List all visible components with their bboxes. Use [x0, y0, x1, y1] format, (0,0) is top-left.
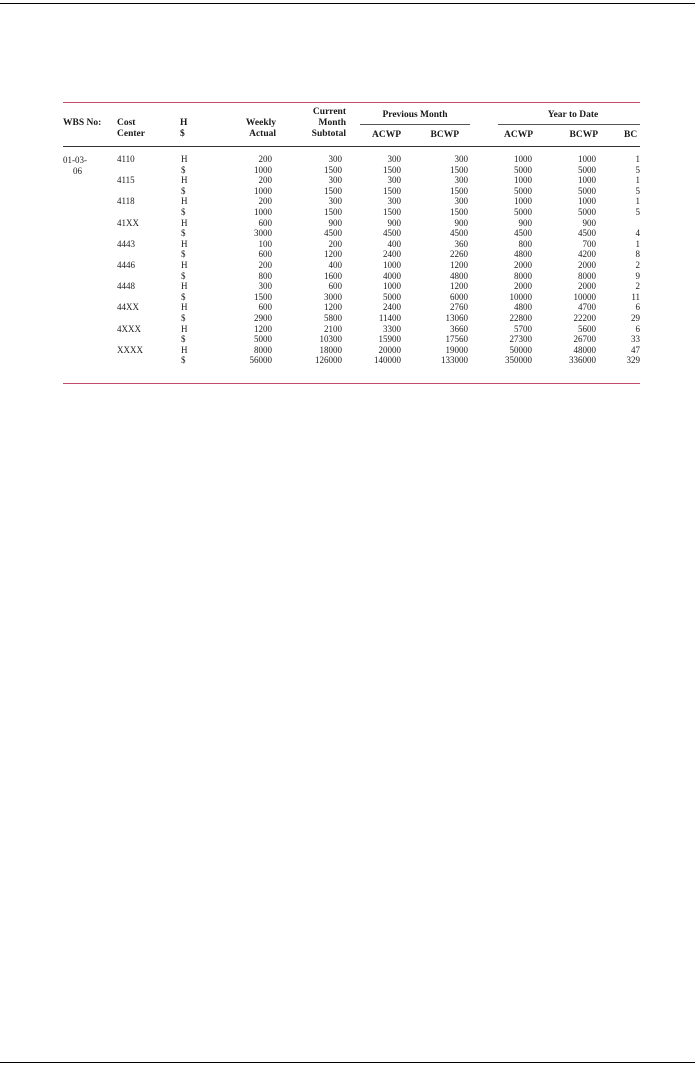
- prev-bcwp-cell: 2760: [450, 302, 468, 313]
- header-prev-bcwp: BCWP: [430, 130, 459, 140]
- prev-acwp-cell: 4000: [383, 270, 401, 281]
- prev-acwp-cell: 2400: [383, 249, 401, 260]
- hs-cell: $: [181, 228, 186, 239]
- weekly-actual-cell: 600: [258, 217, 272, 228]
- header-ytd-bcwp: BCWP: [569, 130, 598, 140]
- ytd-bcwp-cell: 48000: [573, 344, 596, 355]
- hs-cell: $: [181, 249, 186, 260]
- weekly-actual-cell: 1200: [254, 323, 272, 334]
- hs-cell: $: [181, 313, 186, 323]
- ytd-bcwp-cell: 1000: [578, 196, 596, 207]
- weekly-actual-cell: 600: [258, 302, 272, 313]
- ytd-bc-cell: 5: [635, 207, 640, 217]
- current-month-cell: 1600: [324, 270, 342, 281]
- prev-acwp-cell: 140000: [374, 355, 401, 366]
- prev-acwp-cell: 300: [387, 154, 401, 164]
- weekly-actual-cell: 200: [258, 154, 272, 164]
- ytd-bcwp-cell: 1000: [578, 154, 596, 164]
- prev-acwp-cell: 2400: [383, 302, 401, 313]
- ytd-acwp-cell: 8000: [514, 270, 532, 281]
- ytd-bcwp-cell: 4200: [578, 249, 596, 260]
- ytd-acwp-cell: 1000: [514, 154, 532, 164]
- ytd-acwp-cell: 1000: [514, 196, 532, 207]
- header-h-dollar: H $: [180, 118, 188, 139]
- current-month-cell: 4500: [324, 228, 342, 239]
- weekly-actual-cell: 1500: [254, 291, 272, 302]
- ytd-acwp-cell: 4800: [514, 302, 532, 313]
- hs-cell: $: [181, 334, 186, 345]
- prev-acwp-cell: 15900: [378, 334, 401, 345]
- current-month-cell: 1500: [324, 164, 342, 175]
- header-prev-acwp: ACWP: [371, 130, 401, 140]
- current-month-cell: 300: [328, 196, 342, 207]
- ytd-bcwp-cell: 5000: [578, 164, 596, 175]
- ytd-acwp-cell: 5000: [514, 207, 532, 217]
- ytd-bc-cell: 6: [635, 302, 640, 313]
- prev-acwp-cell: 1500: [383, 207, 401, 217]
- prev-bcwp-cell: 300: [454, 175, 468, 186]
- ytd-bcwp-cell: 336000: [569, 355, 596, 366]
- hs-cell: H: [181, 196, 188, 207]
- ytd-bcwp-cell: 26700: [573, 334, 596, 345]
- prev-bcwp-cell: 1500: [450, 185, 468, 196]
- table-bottom-rule: [63, 383, 640, 384]
- ytd-bcwp-cell: 4700: [578, 302, 596, 313]
- ytd-bc-cell: 1: [635, 154, 640, 164]
- prev-bcwp-cell: 3660: [450, 323, 468, 334]
- ytd-acwp-cell: 5000: [514, 185, 532, 196]
- hs-cell: $: [181, 164, 186, 175]
- current-month-cell: 1500: [324, 207, 342, 217]
- ytd-bc-cell: 1: [635, 238, 640, 249]
- ytd-bc-cell: 6: [635, 323, 640, 334]
- prev-bcwp-cell: 360: [454, 238, 468, 249]
- cost-center-cell: 4443: [117, 238, 135, 249]
- previous-month-underline: [360, 124, 470, 125]
- hs-cell: H: [181, 344, 188, 355]
- ytd-acwp-cell: 2000: [514, 260, 532, 270]
- weekly-actual-cell: 200: [258, 196, 272, 207]
- ytd-acwp-cell: 2000: [514, 281, 532, 292]
- cost-center-cell: 4XXX: [117, 323, 141, 334]
- current-month-cell: 2100: [324, 323, 342, 334]
- ytd-bcwp-cell: 5600: [578, 323, 596, 334]
- hs-cell: $: [181, 355, 186, 366]
- current-month-cell: 1500: [324, 185, 342, 196]
- current-month-cell: 3000: [324, 291, 342, 302]
- hs-cell: H: [181, 217, 188, 228]
- ytd-bcwp-cell: 5000: [578, 207, 596, 217]
- current-month-cell: 900: [328, 217, 342, 228]
- prev-bcwp-cell: 4500: [450, 228, 468, 239]
- header-weekly-actual: Weekly Actual: [245, 118, 276, 139]
- prev-acwp-cell: 300: [387, 175, 401, 186]
- ytd-acwp-cell: 22800: [509, 313, 532, 323]
- prev-acwp-cell: 900: [387, 217, 401, 228]
- ytd-bc-cell: 5: [635, 164, 640, 175]
- current-month-cell: 1200: [324, 302, 342, 313]
- prev-bcwp-cell: 900: [454, 217, 468, 228]
- header-ytd-acwp: ACWP: [503, 130, 533, 140]
- ytd-bcwp-cell: 2000: [578, 281, 596, 292]
- hs-cell: $: [181, 207, 186, 217]
- ytd-bc-cell: 4: [635, 228, 640, 239]
- ytd-bc-cell: 47: [631, 344, 640, 355]
- cost-center-cell: 44XX: [117, 302, 139, 313]
- prev-bcwp-cell: 6000: [450, 291, 468, 302]
- header-cost-center: Cost Center: [117, 118, 145, 139]
- ytd-bc-cell: 2: [635, 281, 640, 292]
- ytd-acwp-cell: 4500: [514, 228, 532, 239]
- year-to-date-underline: [498, 124, 640, 125]
- ytd-bcwp-cell: 8000: [578, 270, 596, 281]
- weekly-actual-cell: 600: [258, 249, 272, 260]
- ytd-acwp-cell: 4800: [514, 249, 532, 260]
- cost-center-cell: XXXX: [117, 344, 143, 355]
- ytd-bc-cell: 1: [635, 175, 640, 186]
- current-month-cell: 18000: [319, 344, 342, 355]
- prev-acwp-cell: 11400: [378, 313, 401, 323]
- prev-bcwp-cell: 1200: [450, 260, 468, 270]
- ytd-bc-cell: 33: [631, 334, 640, 345]
- prev-bcwp-cell: 2260: [450, 249, 468, 260]
- page-bottom-rule: [0, 1062, 695, 1063]
- prev-acwp-cell: 5000: [383, 291, 401, 302]
- weekly-actual-cell: 1000: [254, 207, 272, 217]
- hs-cell: H: [181, 323, 188, 334]
- prev-acwp-cell: 3300: [383, 323, 401, 334]
- weekly-actual-cell: 1000: [254, 164, 272, 175]
- weekly-actual-cell: 200: [258, 260, 272, 270]
- table-top-rule: [63, 102, 640, 103]
- ytd-acwp-cell: 50000: [509, 344, 532, 355]
- current-month-cell: 1200: [324, 249, 342, 260]
- ytd-bcwp-cell: 4500: [578, 228, 596, 239]
- hs-cell: H: [181, 154, 188, 164]
- page-top-rule: [0, 3, 695, 4]
- weekly-actual-cell: 56000: [249, 355, 272, 366]
- current-month-cell: 126000: [315, 355, 342, 366]
- ytd-acwp-cell: 5700: [514, 323, 532, 334]
- ytd-bcwp-cell: 1000: [578, 175, 596, 186]
- header-ytd-bc-partial: BC: [624, 130, 638, 140]
- ytd-acwp-cell: 350000: [505, 355, 532, 366]
- weekly-actual-cell: 100: [258, 238, 272, 249]
- weekly-actual-cell: 800: [258, 270, 272, 281]
- ytd-bcwp-cell: 10000: [573, 291, 596, 302]
- ytd-acwp-cell: 800: [518, 238, 532, 249]
- current-month-cell: 5800: [324, 313, 342, 323]
- weekly-actual-cell: 2900: [254, 313, 272, 323]
- prev-bcwp-cell: 300: [454, 154, 468, 164]
- ytd-bcwp-cell: 900: [582, 217, 596, 228]
- ytd-bc-cell: 8: [635, 249, 640, 260]
- hs-cell: $: [181, 270, 186, 281]
- prev-acwp-cell: 300: [387, 196, 401, 207]
- hs-cell: H: [181, 260, 188, 270]
- ytd-bc-cell: 5: [635, 185, 640, 196]
- header-wbs-no: WBS No:: [63, 118, 102, 128]
- header-year-to-date: Year to Date: [547, 110, 599, 120]
- current-month-cell: 300: [328, 154, 342, 164]
- cost-center-cell: 4115: [117, 175, 135, 186]
- ytd-bcwp-cell: 22200: [573, 313, 596, 323]
- cost-center-cell: 4110: [117, 154, 135, 164]
- prev-acwp-cell: 1000: [383, 281, 401, 292]
- prev-bcwp-cell: 1500: [450, 207, 468, 217]
- ytd-acwp-cell: 5000: [514, 164, 532, 175]
- ytd-bcwp-cell: 2000: [578, 260, 596, 270]
- wbs-number: 01-03- 06: [63, 155, 87, 176]
- ytd-acwp-cell: 900: [518, 217, 532, 228]
- ytd-bc-cell: 11: [631, 291, 640, 302]
- current-month-cell: 400: [328, 260, 342, 270]
- hs-cell: $: [181, 291, 186, 302]
- header-current-month-subtotal: Current Month Subtotal: [311, 107, 346, 139]
- hs-cell: H: [181, 175, 188, 186]
- weekly-actual-cell: 5000: [254, 334, 272, 345]
- header-bottom-rule: [63, 146, 640, 147]
- hs-cell: H: [181, 302, 188, 313]
- prev-acwp-cell: 400: [387, 238, 401, 249]
- prev-acwp-cell: 4500: [383, 228, 401, 239]
- prev-acwp-cell: 20000: [378, 344, 401, 355]
- prev-bcwp-cell: 133000: [441, 355, 468, 366]
- ytd-bc-cell: 9: [635, 270, 640, 281]
- prev-bcwp-cell: 1500: [450, 164, 468, 175]
- cost-center-cell: 4446: [117, 260, 135, 270]
- prev-bcwp-cell: 17560: [445, 334, 468, 345]
- ytd-bcwp-cell: 5000: [578, 185, 596, 196]
- prev-bcwp-cell: 4800: [450, 270, 468, 281]
- cost-center-cell: 4118: [117, 196, 135, 207]
- ytd-bc-cell: 1: [635, 196, 640, 207]
- weekly-actual-cell: 3000: [254, 228, 272, 239]
- prev-bcwp-cell: 1200: [450, 281, 468, 292]
- prev-bcwp-cell: 19000: [445, 344, 468, 355]
- weekly-actual-cell: 300: [258, 281, 272, 292]
- cost-center-cell: 41XX: [117, 217, 139, 228]
- current-month-cell: 10300: [319, 334, 342, 345]
- hs-cell: H: [181, 281, 188, 292]
- prev-acwp-cell: 1500: [383, 164, 401, 175]
- prev-bcwp-cell: 300: [454, 196, 468, 207]
- ytd-acwp-cell: 1000: [514, 175, 532, 186]
- ytd-bc-cell: 329: [626, 355, 640, 366]
- hs-cell: H: [181, 238, 188, 249]
- prev-acwp-cell: 1000: [383, 260, 401, 270]
- ytd-acwp-cell: 10000: [509, 291, 532, 302]
- weekly-actual-cell: 1000: [254, 185, 272, 196]
- ytd-acwp-cell: 27300: [509, 334, 532, 345]
- current-month-cell: 200: [328, 238, 342, 249]
- hs-cell: $: [181, 185, 186, 196]
- weekly-actual-cell: 8000: [254, 344, 272, 355]
- header-previous-month: Previous Month: [382, 110, 448, 120]
- ytd-bc-cell: 29: [631, 313, 640, 323]
- current-month-cell: 600: [328, 281, 342, 292]
- prev-acwp-cell: 1500: [383, 185, 401, 196]
- prev-bcwp-cell: 13060: [445, 313, 468, 323]
- current-month-cell: 300: [328, 175, 342, 186]
- cost-center-cell: 4448: [117, 281, 135, 292]
- weekly-actual-cell: 200: [258, 175, 272, 186]
- ytd-bcwp-cell: 700: [582, 238, 596, 249]
- ytd-bc-cell: 2: [635, 260, 640, 270]
